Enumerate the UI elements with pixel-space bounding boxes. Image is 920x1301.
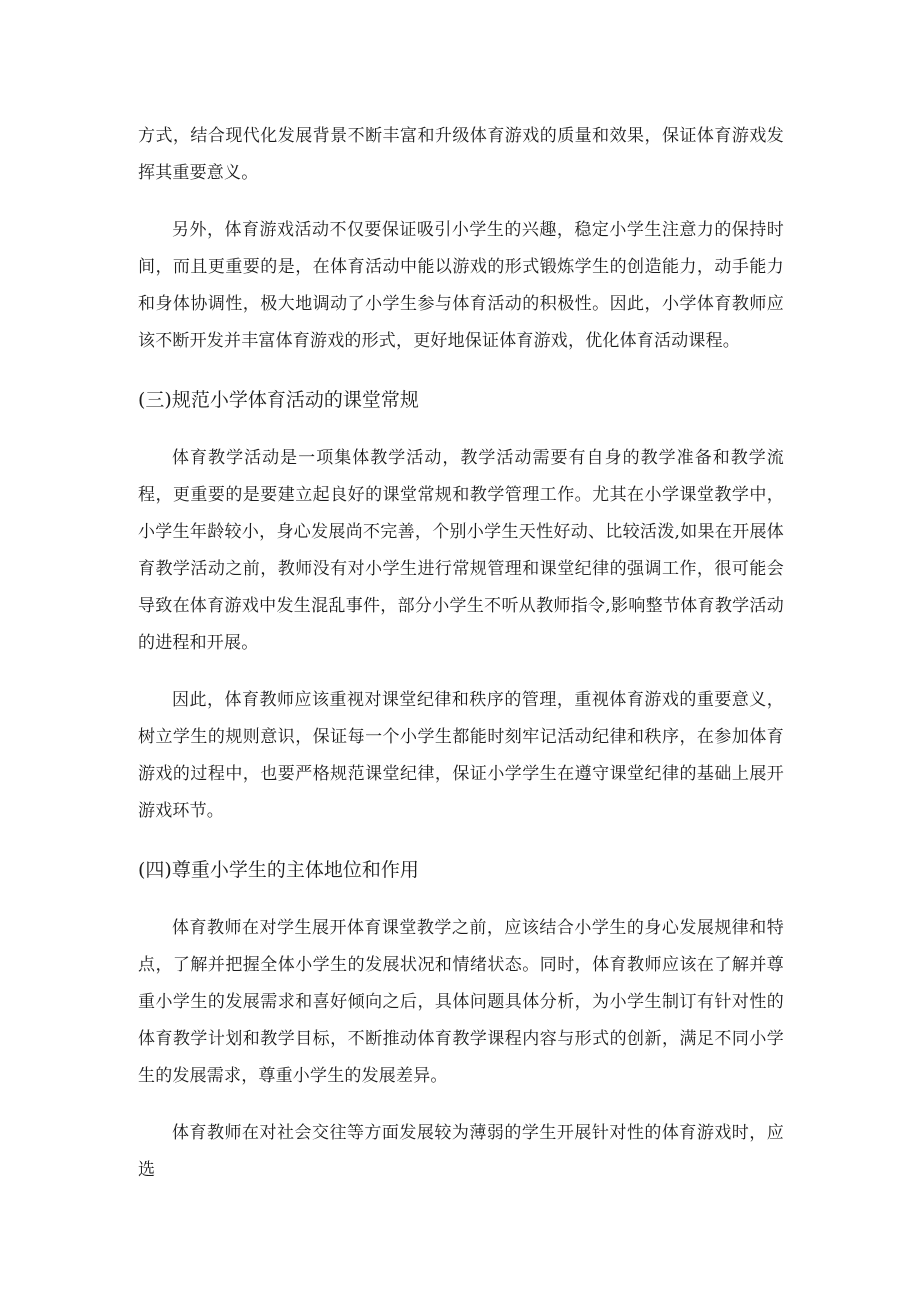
paragraph-game-interest: 另外，体育游戏活动不仅要保证吸引小学生的兴趣，稳定小学生注意力的保持时间，而且更重要的是，在体育活动中能以游戏的形式锻炼学生的创造能力，动手能力和身体协调性，极大地调动了小学生参与体育活动的积极性。因此，小学体育教师应该不断开发并丰富体育游戏的形式，更好地保证体育游戏，优化体育活动课程。 — [138, 220, 784, 351]
paragraph-student-subject: 体育教师在对学生展开体育课堂教学之前，应该结合小学生的身心发展规律和特点，了解并把握全体小学生的发展状况和情绪状态。同时，体育教师应该在了解并尊重小学生的发展需求和喜好倾向之后，具体问题具体分析，为小学生制订有针对性的体育教学计划和教学目标，不断推动体育教学课程内容与形式的创新，满足不同小学生的发展需求，尊重小学生的发展差异。 — [138, 918, 784, 1086]
paragraph-continuation: 方式，结合现代化发展背景不断丰富和升级体育游戏的质量和效果，保证体育游戏发挥其重要意义。 — [138, 126, 784, 183]
document-page — [138, 118, 784, 1189]
section-heading-3: (三)规范小学体育活动的课堂常规 — [138, 389, 419, 411]
section-heading-4: (四)尊重小学生的主体地位和作用 — [138, 859, 419, 881]
paragraph-classroom-routine: 体育教学活动是一项集体教学活动，教学活动需要有自身的教学准备和教学流程，更重要的是要建立起良好的课堂常规和教学管理工作。尤其在小学课堂教学中，小学生年龄较小，身心发展尚不完善，个别小学生天性好动、比较活泼,如果在开展体育教学活动之前，教师没有对小学生进行常规管理和课堂纪律的强调工作，很可能会导致在体育游戏中发生混乱事件，部分小学生不听从教师指令,影响整节体育教学活动的进程和开展。 — [138, 448, 784, 653]
paragraph-social-skills: 体育教师在对社会交往等方面发展较为薄弱的学生开展针对性的体育游戏时，应选 — [138, 1123, 784, 1180]
paragraph-discipline: 因此，体育教师应该重视对课堂纪律和秩序的管理，重视体育游戏的重要意义，树立学生的规则意识，保证每一个小学生都能时刻牢记活动纪律和秩序，在参加体育游戏的过程中，也要严格规范课堂纪律，保证小学学生在遵守课堂纪律的基础上展开游戏环节。 — [138, 690, 784, 821]
